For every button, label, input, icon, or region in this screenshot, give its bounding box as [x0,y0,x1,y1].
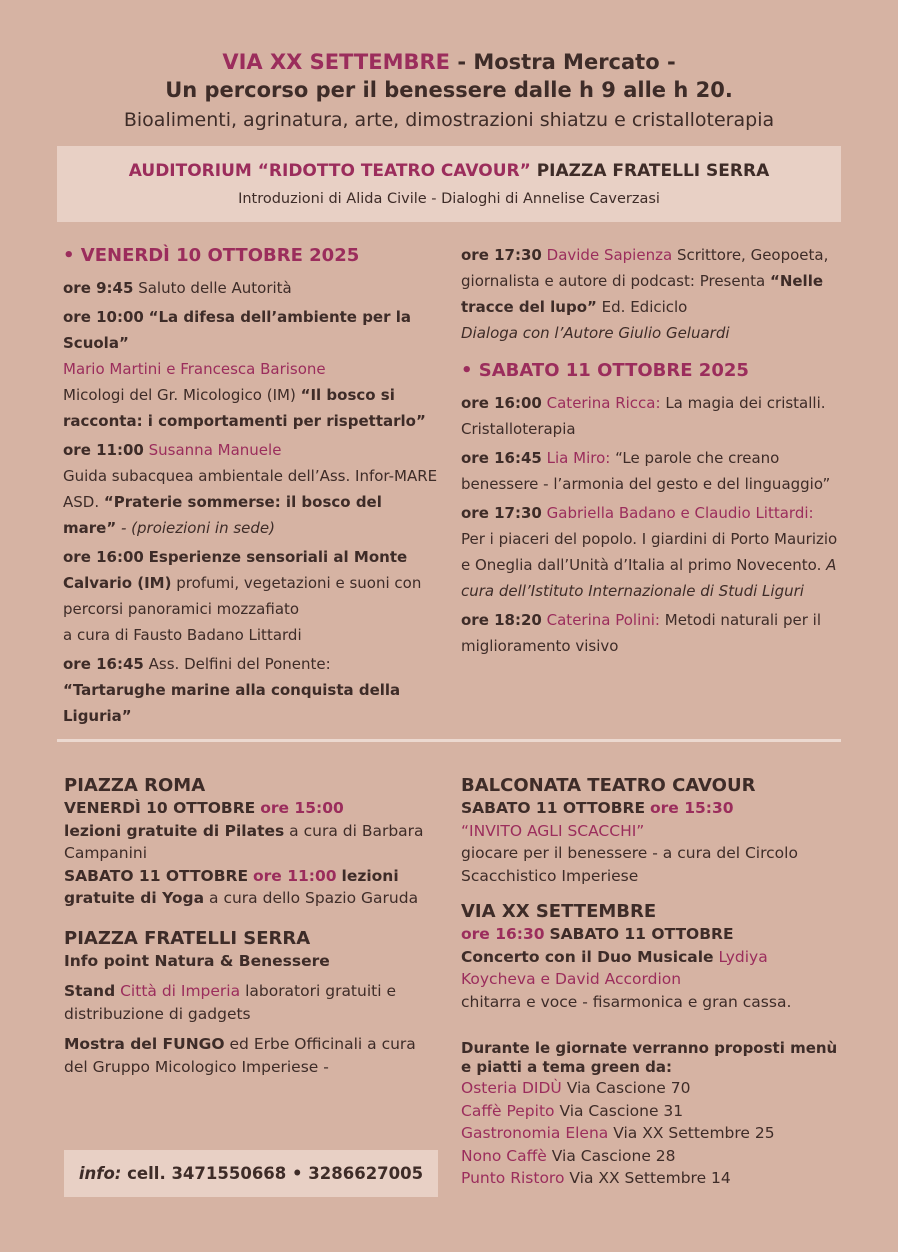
event-dialog: Dialoga con l’Autore Giulio Geluardi [461,324,730,342]
via-xx-event [461,923,841,1013]
auditorium-place: PIAZZA FRATELLI SERRA [536,161,770,181]
menu-item [461,1077,841,1100]
event-activity: lezioni gratuite di Yoga [64,866,399,907]
via-xx-title: VIA XX SETTEMBRE [461,901,657,922]
piazza-roma-saturday [64,865,440,910]
event-credit: a cura di Fausto Badano Littardi [63,626,302,644]
balconata-title: BALCONATA TEATRO CAVOUR [461,775,756,796]
event-time: ore 16:45 [63,655,144,673]
event-time: ore 15:00 [260,799,344,817]
page-header [0,48,898,135]
saturday-event-2 [461,445,839,497]
event-note: - (proiezioni in sede) [120,519,276,537]
event-text: giocare per il benessere - a cura del Circolo Scacchistico Imperiese [461,844,798,885]
piazza-serra-mostra [64,1033,440,1078]
friday-program [63,241,438,732]
piazza-serra-stand [64,980,440,1025]
info-box [64,1150,438,1197]
saturday-event-3 [461,500,839,604]
auditorium-title [57,160,841,182]
event-title: “Praterie sommerse: il bosco del mare” [63,493,382,537]
balconata-event [461,797,841,887]
friday-event-3 [63,437,438,541]
event-org: Ass. Delfini del Ponente: [148,655,331,673]
menu-intro: Durante le giornate verranno proposti menù e piatti a tema green da: [461,1039,838,1076]
friday-event-1 [63,275,438,301]
header-mostra: - Mostra Mercato - [457,50,676,74]
event-time: ore 10:00 [63,308,144,326]
stand-label: Stand [64,982,116,1000]
event-speaker: Lia Miro: [546,449,611,467]
event-presenta: Presenta [699,272,766,290]
event-day: SABATO 11 OTTOBRE [549,925,734,943]
event-text: Saluto delle Autorità [138,279,292,297]
restaurant-address: Via XX Settembre 14 [569,1169,731,1187]
event-text: La magia dei cristalli. Cristalloterapia [461,394,826,438]
stand-city: Città di Imperia [120,982,241,1000]
bottom-right-section [461,775,841,1190]
saturday-program [461,242,839,662]
event-speakers: Mario Martini e Francesca Barisone [63,360,326,378]
event-time: ore 16:45 [461,449,542,467]
piazza-roma-friday [64,797,440,865]
saturday-event-1 [461,390,839,442]
event-day: VENERDÌ 10 OTTOBRE [64,799,256,817]
header-activities: Bioalimenti, agrinatura, arte, dimostrazioni shiatzu e cristalloterapia [123,109,775,131]
event-time: ore 11:00 [63,441,144,459]
event-publisher: Ed. Ediciclo [601,298,688,316]
header-subtitle: Un percorso per il benessere dalle h 9 alle h 20. [165,78,733,102]
friday-event-2 [63,304,438,434]
header-line1 [0,48,898,76]
restaurant-name: Caffè Pepito [461,1101,555,1120]
friday-heading: • VENERDÌ 10 OTTOBRE 2025 [63,245,360,266]
restaurant-address: Via Cascione 31 [559,1101,684,1120]
event-day: SABATO 11 OTTOBRE [461,799,646,817]
event-role: Micologi del Gr. Micologico (IM) [63,386,296,404]
event-text: Metodi naturali per il miglioramento visivo [461,611,822,655]
restaurant-name: Osteria DIDÙ [461,1079,562,1097]
event-time: ore 18:20 [461,611,542,629]
event-text: Per i piaceri del popolo. I giardini di Porto Maurizio e Oneglia dall’Unità d’Italia al primo Novecento. [461,530,838,574]
friday-event-6 [461,242,839,346]
menu-item [461,1145,841,1168]
event-time: ore 17:30 [461,504,542,522]
event-speaker: Caterina Ricca: [546,394,661,412]
event-title: “Nelle tracce del lupo” [461,272,824,316]
event-speaker: Susanna Manuele [148,441,282,459]
event-title: “Tartarughe marine alla conquista della Liguria” [63,681,401,725]
saturday-heading: • SABATO 11 OTTOBRE 2025 [461,360,749,381]
event-artists: Lydiya Koycheva e David Accordion [461,947,768,988]
restaurant-address: Via Cascione 28 [551,1146,676,1165]
event-concert: Concerto con il Duo Musicale [461,947,714,966]
saturday-event-4 [461,607,839,659]
menu-list [461,1077,841,1190]
info-label: info: [78,1164,122,1183]
piazza-serra-subtitle: Info point Natura & Benessere [64,951,330,970]
event-role: Guida subacquea ambientale dell’Ass. Infor-MARE ASD. [63,467,438,511]
friday-event-5 [63,651,438,729]
event-time: ore 9:45 [63,279,134,297]
friday-event-4 [63,544,438,648]
event-text: “Le parole che creano benessere - l’armonia del gesto e del linguaggio” [461,449,831,493]
event-activity: lezioni gratuite di Pilates [64,821,285,840]
event-speaker: Caterina Polini: [546,611,660,629]
auditorium-name: AUDITORIUM “RIDOTTO TEATRO CAVOUR” [128,161,531,181]
event-title: “La difesa dell’ambiente per la Scuola” [63,308,411,352]
event-credit: a cura di Barbara Campanini [64,821,424,862]
mostra-text: ed Erbe Officinali a cura del Gruppo Micologico Imperiese - [64,1035,416,1076]
event-text: profumi, vegetazioni e suoni con percorsi panoramici mozzafiato [63,574,422,618]
restaurant-address: Via Cascione 70 [566,1079,691,1097]
event-subtitle: “Il bosco si racconta: i comportamenti per rispettarlo” [63,386,426,430]
event-speaker: Davide Sapienza [546,246,673,264]
event-title: Esperienze sensoriali al Monte Calvario (IM) [63,548,408,592]
piazza-roma-title: PIAZZA ROMA [64,775,206,796]
piazza-serra-title: PIAZZA FRATELLI SERRA [64,927,311,949]
event-role: Scrittore, Geopoeta, giornalista e autore di podcast: [461,246,829,290]
event-time: ore 16:30 [461,925,545,943]
restaurant-name: Punto Ristoro [461,1169,565,1187]
auditorium-box [57,146,841,222]
event-credit: a cura dello Spazio Garuda [209,889,419,907]
event-time: ore 17:30 [461,246,542,264]
section-divider [57,739,841,742]
menu-item [461,1167,841,1190]
bottom-left-section [64,775,440,1086]
info-phone: cell. 3471550668 • 3286627005 [127,1164,424,1183]
menu-item [461,1100,841,1123]
event-time: ore 15:30 [650,799,734,817]
mostra-label: Mostra del FUNGO [64,1035,225,1053]
event-day: SABATO 11 OTTOBRE [64,866,249,885]
restaurant-name: Nono Caffè [461,1146,547,1165]
event-credit: A cura dell’Istituto Internazionale di Studi Liguri [461,556,837,600]
header-street: VIA XX SETTEMBRE [222,50,451,74]
event-time: ore 11:00 [253,866,337,885]
menu-item [461,1122,841,1145]
event-text: chitarra e voce - fisarmonica e gran cassa. [461,992,792,1011]
event-title: “INVITO AGLI SCACCHI” [461,821,645,840]
restaurant-name: Gastronomia Elena [461,1124,609,1142]
event-time: ore 16:00 [63,548,144,566]
event-speaker: Gabriella Badano e Claudio Littardi: [546,504,814,522]
restaurant-address: Via XX Settembre 25 [613,1124,775,1142]
event-time: ore 16:00 [461,394,542,412]
auditorium-subtitle: Introduzioni di Alida Civile - Dialoghi di Annelise Caverzasi [238,191,660,207]
stand-text: laboratori gratuiti e distribuzione di gadgets [64,982,396,1023]
